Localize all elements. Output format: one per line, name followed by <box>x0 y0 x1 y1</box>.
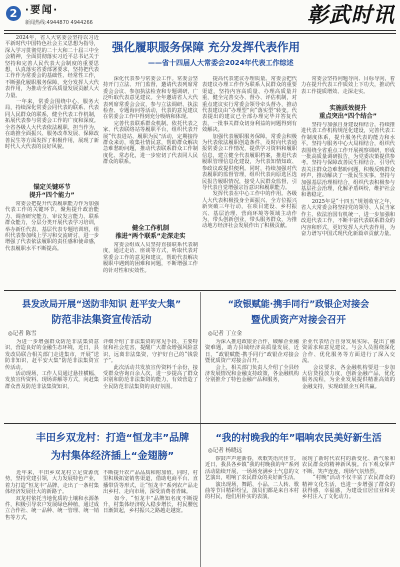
column-divider <box>200 292 201 567</box>
subheading-line: 实施质效提升 <box>329 105 367 112</box>
village-column-2: 不断提升农产品品质和附加值。同时，村里积极拓宽销售渠道，借助电商平台、直播带货等形式，让“恒龙丰”系列农产品走出乡村、走向市场，深受消费者青睐。 如今，“恒龙丰”品牌知名度不断提升，村集体经济收入稳步增长，村民腰包日渐鼓起，乡村振兴之路越走越宽。 <box>103 470 198 515</box>
lead-column-1 <box>5 35 99 289</box>
section-divider <box>4 290 396 291</box>
village-headline-line-1: 丰田乡双龙村：打造“恒龙丰”品牌 <box>35 433 190 444</box>
subheading <box>301 104 395 122</box>
village-headline-line-2: 为村集体经济插上“金翅膀” <box>50 451 175 462</box>
subheading-line: 健全工作机制 <box>131 225 170 232</box>
article-text: 坚持与加强自身建设相结合，持续推进代表工作机构规范化建设，完善代表工作制度体系，提升服务代表的能力和水平。坚持与服务中心大局相结合，组织代表围绕全省重点工作开展视察调研，形成一批高质量调研报告，为党委决策提供参考。坚持与保障改善民生相结合，引导代表关注群众急难愁盼问题，积极反映群众呼声，推动解决了一批民生实事。坚持与加强基层治理相结合，组织代表积极参与基层社会治理，化解矛盾纠纷，维护社会和谐稳定。 2025年是“十四五”规划收官之年，省人大常委会将坚持党的领导、人民当家作主、依法治国有机统一，进一步加强和改进代表工作，不断丰富代表联系群众的内容和形式，更好发挥人大代表作用，为奋力谱写中国式现代化新篇章贡献力量。 <box>301 122 395 237</box>
lead-column-4 <box>301 76 395 289</box>
section-divider <box>4 423 396 424</box>
subheading <box>103 224 198 242</box>
gala-column-2: 展现了新时代农村的新变化、新气象和农民群众的精神新风貌。台下观众掌声不断、笑声连连，现场气氛热烈。 “村晚”活动不仅丰富了农民群众的精神文化生活，也进一步增强了群众的获得感、幸福感，为建设宜居宜业和美乡村注入了文化动力。 <box>302 456 395 501</box>
masthead-logo: 彰武时讯 <box>307 2 395 27</box>
gala-byline: ◎记者 杨晓远 <box>208 448 243 454</box>
gala-column-1: 锣鼓声声迎新春，欢歌笑语庆佳节。近日，我县各乡镇“我的村晚我的年”系列活动陆续开展，一场场充满乡土气息的文艺演出，唱响了农民群众的美好新生活。 演出现场，舞蹈、小品、二人转、歌曲等节目精彩纷呈，演员们都是来自本村的村民，他们用朴实的表演， <box>205 456 299 501</box>
subheading-line: 推进“两个联系”走深走实 <box>115 233 186 240</box>
header-rule <box>4 30 396 31</box>
subheading-line: 锚定关键环节 <box>33 184 71 191</box>
bank-byline: ◎记者 丁立金 <box>208 331 243 337</box>
gala-headline: “我的村晚我的年”唱响农民美好新生活 <box>215 433 382 444</box>
bank-column-1: 为深入推进政银企合作，破解企业融资难题，助力县域经济高质量发展，近日，“政银赋能·携手同行”政银企对接会暨优质资产对接会召开。 会上，相关部门负责人介绍了全县经济发展情况和金融支持政策，各金融机构分别推介了特色金融产品和服务， <box>205 339 299 384</box>
fraud-headline-line-1: 县发改局开展“送防非知识 赶平安大集” <box>22 300 181 310</box>
village-column-1: 近年来，丰田乡双龙村立足资源优势，坚持党建引领，大力发展特色产业，着力打造“恒龙丰”品牌，走出了一条村集体经济发展壮大的新路子。 双龙村依托当地优质的土壤和水源条件，积极引导农户发展绿色种植，通过成立合作社、统一品种、统一管理、统一销售等方式， <box>5 470 99 521</box>
bank-headline-line-2: 暨优质资产对接会召开 <box>250 315 346 326</box>
lead-column-2 <box>103 76 198 289</box>
lead-headline: 强化履职服务保障 充分发挥代表作用 <box>112 40 301 54</box>
article-text: 提高代表建议办理质量。常委会把代表建议办理工作作为联系人民群众的重要渠道，坚持内容高质量、办理高质量并重，健全完善交办、督办、评估机制，对重点建议实行常委会领导牵头督办，推动代表建议由“办理型”向“落实型”转变。代表提出的建议已全部办理完毕并答复代表，一批事关群众切身利益的问题得到有效解决。 加强代表履职服务保障。常委会积极为代表依法履职创造条件，及时向代表通报常委会工作情况，提供学习资料和履职信息，建立健全代表履职档案，推进代表履职管理信息化建设，为代表知情知政、参政议政提供便利。同时，持续加强对代表履职的监督管理，组织代表向原选区选民报告履职情况，接受人民群众监督，引导代表自觉增强宗旨意识和履职能力。 发挥代表在中心工作中的作用。各级人大代表积极投身全面振兴、全方位振兴新突破三年行动，在项目建设、乡村振兴、基层治理、营商环境等领域主动作为，带头创新创业，带头服务群众，为推动地方经济社会发展作出了积极贡献。 <box>202 76 297 230</box>
article-text: 常委会把提升代表履职能力作为加强代表工作的关键环节，聚焦提升政治能力、调查研究能力、审议发言能力、联系群众能力，分层分类开展代表学习培训，举办新任代表、基层代表专题培训班，组织代表参加线上学习和交流研讨，进一步增强了代表依法履职的责任感和使命感，代表履职水平不断提高。 <box>5 201 99 252</box>
news-hotline: 新闻热线:4944870 4944266 <box>25 20 93 26</box>
article-text: 2024年，省人大常委会坚持以习近平新时代中国特色社会主义思想为指导，深入学习贯彻党的二十大和二十届三中全会精神，全面贯彻落实习近平总书记关于坚持和完善人民代表大会制度的重要思想，认真落实省委部署要求，坚持把代表工作作为常委会的基础性、经常性工作，不断强化履职服务保障，充分发挥人大代表作用，为推动全省高质量发展贡献人大力量。 一年来，常委会围绕中心、服务大局，持续深化常委会同代表的联系、代表同人民群众的联系，健全代表工作机制，拓展代表参与常委会工作的广度和深度。全省各级人大代表依法履职、担当作为，在助推全面振兴、服务改革发展、保障改善民生等方面发挥了积极作用，展现了新时代人大代表的良好风貌。 <box>5 35 99 150</box>
article-text: 常委会组成人员坚持直接联系代表制度，通过走访、座谈等方式，听取代表对常委会工作的意见和建议，帮助代表解决履职中遇到的困难和问题，不断增强工作的针对性和实效性。 <box>103 242 198 274</box>
subheading <box>5 183 99 201</box>
fraud-column-2: 详细介绍了非法集资的常见手段、主要特征和社会危害，提醒广大群众增强风险意识，远离非法集资，守护好自己的“钱袋子”。 此次活动共发放宣传资料千余份，接受群众咨询百余人次，进一步提高了群众识别和防范非法集资的能力，有效营造了全民防范非法集资的良好氛围。 <box>103 339 198 390</box>
header-rule-thin <box>4 33 396 34</box>
fraud-byline: ◎记者 陈雪 <box>8 331 37 337</box>
subheading-line: 重点突出“四个结合” <box>319 113 377 120</box>
article-text: 常委会坚持问题导向、目标导向，着力在提升代表工作质效上下功夫，推动代表工作提质增效、走深走实。 <box>301 76 395 95</box>
fraud-headline-line-2: 防范非法集资宣传活动 <box>51 315 152 326</box>
section-label: ·要闻· <box>25 5 59 16</box>
article-text: 深化代表参与常委会工作。常委会坚持开门立法、开门监督，邀请代表列席常委会会议、参加执法检查和专题调研，广泛听取代表意见建议。全年邀请省人大代表列席常委会会议，参与立法调研、执法检查、专题询问等活动，代表的意见建议在常委会工作中得到充分吸纳和体现。 完善代表联系群众机制。依托代表之家、代表联络站等履职平台，组织代表开展“代表进站、履职为民”活动，定期接待群众来访，收集社情民意，帮助群众解决急难愁盼问题，推动代表联系群众工作制度化、常态化，进一步密切了代表同人民群众的联系。 <box>103 76 198 166</box>
lead-subtitle: ——省十四届人大常委会2024年代表工作综述 <box>148 59 294 67</box>
fraud-column-1: 为进一步增强群众防范非法集资意识，营造良好的金融生态环境，近日，县发改局联合相关部门走进集市，开展“送防非知识，赶平安大集”防范非法集资宣传活动。 活动现场，工作人员通过悬挂横幅、发放宣传资料、现场讲解等方式，向赶集群众普及防范非法集资知识， <box>5 339 99 390</box>
lead-column-3 <box>202 76 297 289</box>
bank-headline-line-1: “政银赋能·携手同行”政银企对接会 <box>227 300 370 310</box>
bank-column-2: 企业代表结合自身发展实际，提出了融资需求和意见建议。与会人员围绕深化合作、优化服务等方面进行了深入交流。 会议要求，各金融机构要进一步加大信贷投放力度，创新金融产品，优化服务流程，为企业发展提供精准高效的金融支持，实现政银企互利共赢。 <box>302 339 395 390</box>
subheading-line: 提升“四个能力” <box>29 192 75 199</box>
page-number-badge: 2 <box>6 6 21 21</box>
